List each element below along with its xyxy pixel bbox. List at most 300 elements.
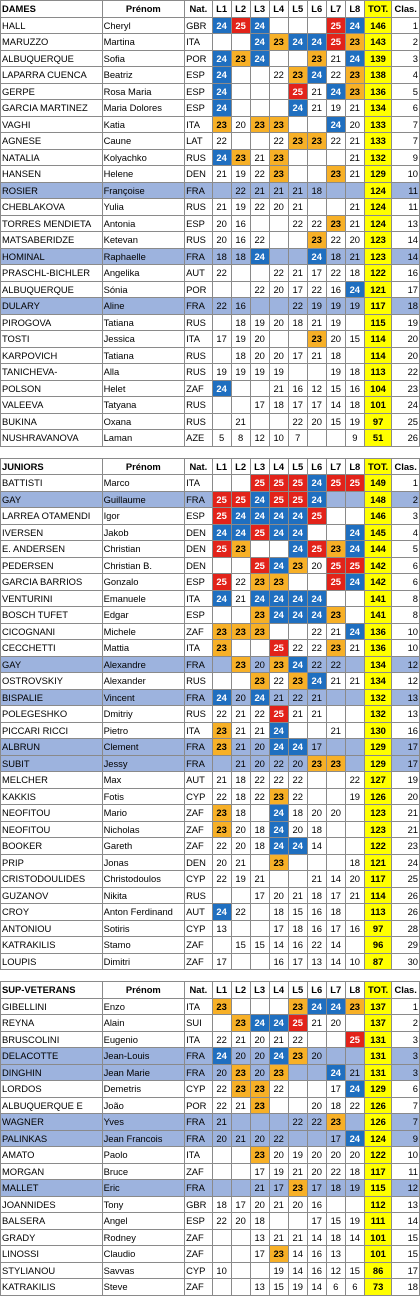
score-cell: 13 (250, 1229, 269, 1246)
score-cell: 19 (231, 331, 250, 348)
table-row (1, 673, 420, 690)
column-header: L8 (345, 458, 364, 475)
score-cell: 23 (307, 331, 326, 348)
total-cell: 132 (364, 149, 392, 166)
athlete-name: VAGHI (1, 116, 103, 133)
total-cell: 129 (364, 739, 392, 756)
score-cell: 25 (212, 541, 231, 558)
score-cell (212, 314, 231, 331)
score-cell: 20 (231, 838, 250, 855)
table-row (1, 314, 420, 331)
total-cell: 142 (364, 574, 392, 591)
score-cell (326, 430, 345, 447)
column-header: L3 (250, 982, 269, 999)
score-cell: 21 (269, 182, 288, 199)
athlete-first-name: Christian B. (102, 557, 185, 574)
score-cell (307, 722, 326, 739)
score-cell (345, 821, 364, 838)
score-cell (326, 590, 345, 607)
score-cell: 22 (307, 215, 326, 232)
athlete-first-name: Max (102, 772, 185, 789)
athlete-name: GARCIA BARRIOS (1, 574, 103, 591)
athlete-name: PIROGOVA (1, 314, 103, 331)
table-row (1, 1081, 420, 1098)
score-cell: 22 (288, 1114, 307, 1131)
score-cell: 24 (345, 281, 364, 298)
score-cell: 20 (307, 1163, 326, 1180)
score-cell: 7 (288, 430, 307, 447)
score-cell: 23 (307, 133, 326, 150)
athlete-name: TOSTI (1, 331, 103, 348)
athlete-name: JOANNIDES (1, 1196, 103, 1213)
score-cell (307, 430, 326, 447)
score-cell: 21 (231, 1097, 250, 1114)
total-cell: 124 (364, 199, 392, 216)
rank-cell: 23 (392, 838, 420, 855)
total-cell: 141 (364, 590, 392, 607)
athlete-name: DULARY (1, 298, 103, 315)
table-row (1, 1130, 420, 1147)
score-cell: 24 (269, 821, 288, 838)
score-cell: 22 (269, 673, 288, 690)
total-cell: 123 (364, 821, 392, 838)
athlete-name: E. ANDERSEN (1, 541, 103, 558)
score-cell (250, 265, 269, 282)
total-cell: 126 (364, 788, 392, 805)
score-cell: 18 (326, 1097, 345, 1114)
score-cell: 22 (231, 182, 250, 199)
score-cell: 22 (250, 706, 269, 723)
athlete-name: BATTISTI (1, 475, 103, 492)
score-cell: 18 (345, 265, 364, 282)
score-cell: 17 (250, 1246, 269, 1263)
rank-cell: 14 (392, 232, 420, 249)
score-cell: 25 (212, 508, 231, 525)
athlete-name: BRUSCOLINI (1, 1031, 103, 1048)
score-cell: 18 (231, 788, 250, 805)
nationality: FRA (185, 1064, 213, 1081)
score-cell: 23 (269, 574, 288, 591)
rank-cell: 2 (392, 34, 420, 51)
score-cell: 18 (212, 1196, 231, 1213)
table-row (1, 1048, 420, 1065)
score-cell (231, 1279, 250, 1296)
table-row (1, 166, 420, 183)
score-cell: 17 (288, 397, 307, 414)
score-cell: 23 (269, 34, 288, 51)
score-cell: 24 (250, 1015, 269, 1032)
score-cell: 17 (288, 281, 307, 298)
total-cell: 143 (364, 34, 392, 51)
score-cell (345, 590, 364, 607)
score-cell: 22 (307, 640, 326, 657)
score-cell: 21 (250, 722, 269, 739)
nationality: FRA (185, 182, 213, 199)
athlete-first-name: Tatiana (102, 314, 185, 331)
score-cell: 8 (231, 430, 250, 447)
nationality: RUS (185, 887, 213, 904)
score-cell: 22 (212, 133, 231, 150)
score-cell: 19 (345, 1180, 364, 1197)
rank-cell: 24 (392, 854, 420, 871)
score-cell (231, 67, 250, 84)
score-cell (212, 1147, 231, 1164)
athlete-name: POLEGESHKO (1, 706, 103, 723)
table-row (1, 821, 420, 838)
table-row (1, 1147, 420, 1164)
score-cell: 24 (269, 805, 288, 822)
score-cell: 17 (307, 1180, 326, 1197)
score-cell (288, 1064, 307, 1081)
score-cell: 24 (326, 998, 345, 1015)
score-cell: 23 (269, 149, 288, 166)
score-cell: 13 (250, 1279, 269, 1296)
score-cell: 24 (269, 557, 288, 574)
score-cell: 20 (250, 347, 269, 364)
column-header: L5 (288, 982, 307, 999)
score-cell (231, 887, 250, 904)
nationality: CYP (185, 1081, 213, 1098)
score-cell: 22 (307, 1114, 326, 1131)
score-cell: 23 (212, 623, 231, 640)
score-cell: 23 (288, 998, 307, 1015)
table-row (1, 232, 420, 249)
table-row (1, 364, 420, 381)
score-cell: 23 (269, 116, 288, 133)
table-row (1, 706, 420, 723)
score-cell: 18 (326, 347, 345, 364)
table-row (1, 215, 420, 232)
score-cell (288, 17, 307, 34)
athlete-name: NATALIA (1, 149, 103, 166)
score-cell (326, 1196, 345, 1213)
score-cell: 19 (326, 314, 345, 331)
score-cell (231, 1114, 250, 1131)
athlete-first-name: Emanuele (102, 590, 185, 607)
nationality: RUS (185, 706, 213, 723)
score-cell: 12 (326, 1262, 345, 1279)
score-cell: 21 (212, 1114, 231, 1131)
score-cell: 24 (250, 491, 269, 508)
score-cell (307, 524, 326, 541)
score-cell: 20 (250, 331, 269, 348)
score-cell: 25 (231, 491, 250, 508)
nationality: ITA (185, 590, 213, 607)
column-header: L8 (345, 1, 364, 18)
score-cell: 22 (269, 67, 288, 84)
score-cell: 20 (345, 1147, 364, 1164)
score-cell: 21 (269, 380, 288, 397)
score-cell: 18 (288, 920, 307, 937)
score-cell: 21 (231, 722, 250, 739)
athlete-name: LAPARRA CUENCA (1, 67, 103, 84)
nationality: FRA (185, 656, 213, 673)
score-cell: 25 (326, 574, 345, 591)
score-cell: 21 (250, 871, 269, 888)
score-cell (269, 413, 288, 430)
score-cell: 25 (269, 706, 288, 723)
score-cell: 17 (326, 920, 345, 937)
athlete-first-name: João (102, 1097, 185, 1114)
score-cell (212, 1163, 231, 1180)
athlete-first-name: Ketevan (102, 232, 185, 249)
score-cell: 21 (269, 689, 288, 706)
score-cell: 25 (250, 524, 269, 541)
score-cell: 16 (307, 1262, 326, 1279)
total-cell: 114 (364, 887, 392, 904)
score-cell: 23 (326, 541, 345, 558)
rank-cell: 28 (392, 920, 420, 937)
total-cell: 129 (364, 1081, 392, 1098)
score-cell: 15 (288, 904, 307, 921)
score-cell (231, 557, 250, 574)
athlete-first-name: Aline (102, 298, 185, 315)
total-cell: 124 (364, 1130, 392, 1147)
athlete-name: GERPE (1, 83, 103, 100)
score-cell: 22 (269, 1081, 288, 1098)
table-row (1, 413, 420, 430)
score-cell: 24 (288, 100, 307, 117)
score-cell (231, 397, 250, 414)
score-cell: 21 (345, 166, 364, 183)
column-header: L4 (269, 982, 288, 999)
table-row (1, 100, 420, 117)
score-cell: 19 (288, 1279, 307, 1296)
score-cell: 21 (250, 1180, 269, 1197)
score-cell (345, 607, 364, 624)
athlete-first-name: Paolo (102, 1147, 185, 1164)
column-header: L4 (269, 1, 288, 18)
score-cell (345, 739, 364, 756)
score-cell: 21 (307, 347, 326, 364)
score-cell: 12 (307, 380, 326, 397)
score-cell (345, 722, 364, 739)
athlete-first-name: Cheryl (102, 17, 185, 34)
score-cell: 19 (326, 100, 345, 117)
score-cell: 16 (326, 281, 345, 298)
score-cell: 14 (326, 871, 345, 888)
score-cell: 20 (231, 821, 250, 838)
score-cell (212, 656, 231, 673)
column-header: Prénom (102, 1, 185, 18)
score-cell: 20 (250, 656, 269, 673)
athlete-first-name: Igor (102, 508, 185, 525)
score-cell: 21 (212, 199, 231, 216)
athlete-name: DELACOTTE (1, 1048, 103, 1065)
score-cell: 23 (231, 623, 250, 640)
score-cell: 22 (326, 265, 345, 282)
table-row (1, 722, 420, 739)
score-cell: 16 (231, 232, 250, 249)
total-cell: 148 (364, 491, 392, 508)
score-cell (212, 1279, 231, 1296)
rank-cell: 12 (392, 1180, 420, 1197)
athlete-name: LARREA OTAMENDI (1, 508, 103, 525)
score-cell: 16 (231, 298, 250, 315)
score-cell: 25 (212, 491, 231, 508)
table-row (1, 380, 420, 397)
score-cell (307, 17, 326, 34)
score-cell: 21 (307, 689, 326, 706)
athlete-name: BUKINA (1, 413, 103, 430)
score-cell (250, 904, 269, 921)
athlete-first-name: Eric (102, 1180, 185, 1197)
score-cell: 23 (231, 1015, 250, 1032)
score-cell: 23 (212, 821, 231, 838)
score-cell: 23 (212, 722, 231, 739)
table-row (1, 1180, 420, 1197)
score-cell (212, 887, 231, 904)
score-cell (269, 998, 288, 1015)
rank-cell: 1 (392, 17, 420, 34)
score-cell: 18 (326, 248, 345, 265)
score-cell (250, 215, 269, 232)
nationality: AZE (185, 430, 213, 447)
rank-cell: 5 (392, 83, 420, 100)
score-cell: 25 (326, 34, 345, 51)
score-cell (288, 149, 307, 166)
score-cell: 21 (345, 248, 364, 265)
table-row (1, 1163, 420, 1180)
total-cell: 145 (364, 524, 392, 541)
score-cell (307, 149, 326, 166)
score-cell: 18 (345, 1163, 364, 1180)
score-cell: 18 (307, 887, 326, 904)
score-cell: 24 (307, 67, 326, 84)
rank-cell: 11 (392, 199, 420, 216)
athlete-first-name: Bruce (102, 1163, 185, 1180)
score-cell (307, 1031, 326, 1048)
score-cell: 14 (307, 1279, 326, 1296)
rank-cell: 7 (392, 1097, 420, 1114)
score-cell: 21 (269, 1196, 288, 1213)
rank-cell: 10 (392, 640, 420, 657)
athlete-first-name: Gareth (102, 838, 185, 855)
athlete-first-name: Christian (102, 541, 185, 558)
athlete-name: MORGAN (1, 1163, 103, 1180)
score-cell: 23 (250, 607, 269, 624)
score-cell: 24 (269, 508, 288, 525)
table-row (1, 904, 420, 921)
rank-cell: 21 (392, 821, 420, 838)
athlete-first-name: Rosa Maria (102, 83, 185, 100)
score-cell: 16 (307, 1246, 326, 1263)
score-cell: 20 (212, 1130, 231, 1147)
score-cell: 14 (326, 937, 345, 954)
score-cell (250, 413, 269, 430)
score-cell: 24 (250, 34, 269, 51)
score-cell: 24 (250, 590, 269, 607)
rank-cell: 11 (392, 1163, 420, 1180)
nationality: ITA (185, 640, 213, 657)
score-cell (212, 397, 231, 414)
score-cell (250, 133, 269, 150)
score-cell: 21 (288, 182, 307, 199)
score-cell: 24 (212, 100, 231, 117)
score-cell: 18 (345, 364, 364, 381)
score-cell: 24 (231, 508, 250, 525)
score-cell: 23 (269, 788, 288, 805)
score-cell: 14 (345, 1229, 364, 1246)
score-cell: 17 (250, 1163, 269, 1180)
rank-cell: 14 (392, 248, 420, 265)
total-cell: 86 (364, 1262, 392, 1279)
score-cell: 22 (288, 640, 307, 657)
rank-cell: 6 (392, 574, 420, 591)
score-cell: 17 (307, 1213, 326, 1230)
score-cell: 23 (250, 116, 269, 133)
score-cell: 22 (212, 1081, 231, 1098)
score-cell: 22 (288, 689, 307, 706)
total-cell: 97 (364, 920, 392, 937)
total-cell: 137 (364, 1015, 392, 1032)
total-cell: 97 (364, 413, 392, 430)
athlete-name: MATSABERIDZE (1, 232, 103, 249)
score-cell: 19 (288, 1147, 307, 1164)
table-row (1, 475, 420, 492)
score-cell (269, 331, 288, 348)
score-cell: 20 (269, 314, 288, 331)
athlete-name: IVERSEN (1, 524, 103, 541)
nationality: GBR (185, 17, 213, 34)
total-cell: 126 (364, 1097, 392, 1114)
score-cell: 16 (288, 937, 307, 954)
rank-cell: 13 (392, 1196, 420, 1213)
total-cell: 104 (364, 380, 392, 397)
score-cell: 20 (250, 1130, 269, 1147)
score-cell: 19 (345, 298, 364, 315)
athlete-first-name: Angel (102, 1213, 185, 1230)
athlete-first-name: Eugenio (102, 1031, 185, 1048)
score-cell: 21 (345, 640, 364, 657)
score-cell (212, 673, 231, 690)
total-cell: 126 (364, 1114, 392, 1131)
score-cell (231, 475, 250, 492)
score-cell: 21 (231, 413, 250, 430)
score-cell: 24 (345, 1130, 364, 1147)
score-cell: 20 (307, 1147, 326, 1164)
score-cell: 24 (326, 83, 345, 100)
table-row (1, 1031, 420, 1048)
score-cell: 21 (288, 1229, 307, 1246)
rank-cell: 18 (392, 1279, 420, 1296)
score-cell: 19 (269, 1262, 288, 1279)
column-header: Prénom (102, 982, 185, 999)
score-cell: 18 (231, 805, 250, 822)
score-cell (326, 1048, 345, 1065)
score-cell (345, 1048, 364, 1065)
rank-cell: 26 (392, 430, 420, 447)
score-cell: 20 (326, 805, 345, 822)
score-cell: 24 (307, 673, 326, 690)
table-row (1, 998, 420, 1015)
column-header: Clas. (392, 982, 420, 999)
total-cell: 131 (364, 1048, 392, 1065)
score-cell (326, 182, 345, 199)
nationality: RUS (185, 199, 213, 216)
score-cell: 21 (307, 100, 326, 117)
rank-cell: 21 (392, 805, 420, 822)
score-cell: 13 (212, 920, 231, 937)
table-row (1, 430, 420, 447)
rank-cell: 26 (392, 887, 420, 904)
score-cell: 25 (326, 17, 345, 34)
athlete-first-name: Beatriz (102, 67, 185, 84)
athlete-name: VENTURINI (1, 590, 103, 607)
table-row (1, 557, 420, 574)
score-cell: 22 (212, 298, 231, 315)
nationality: ZAF (185, 937, 213, 954)
